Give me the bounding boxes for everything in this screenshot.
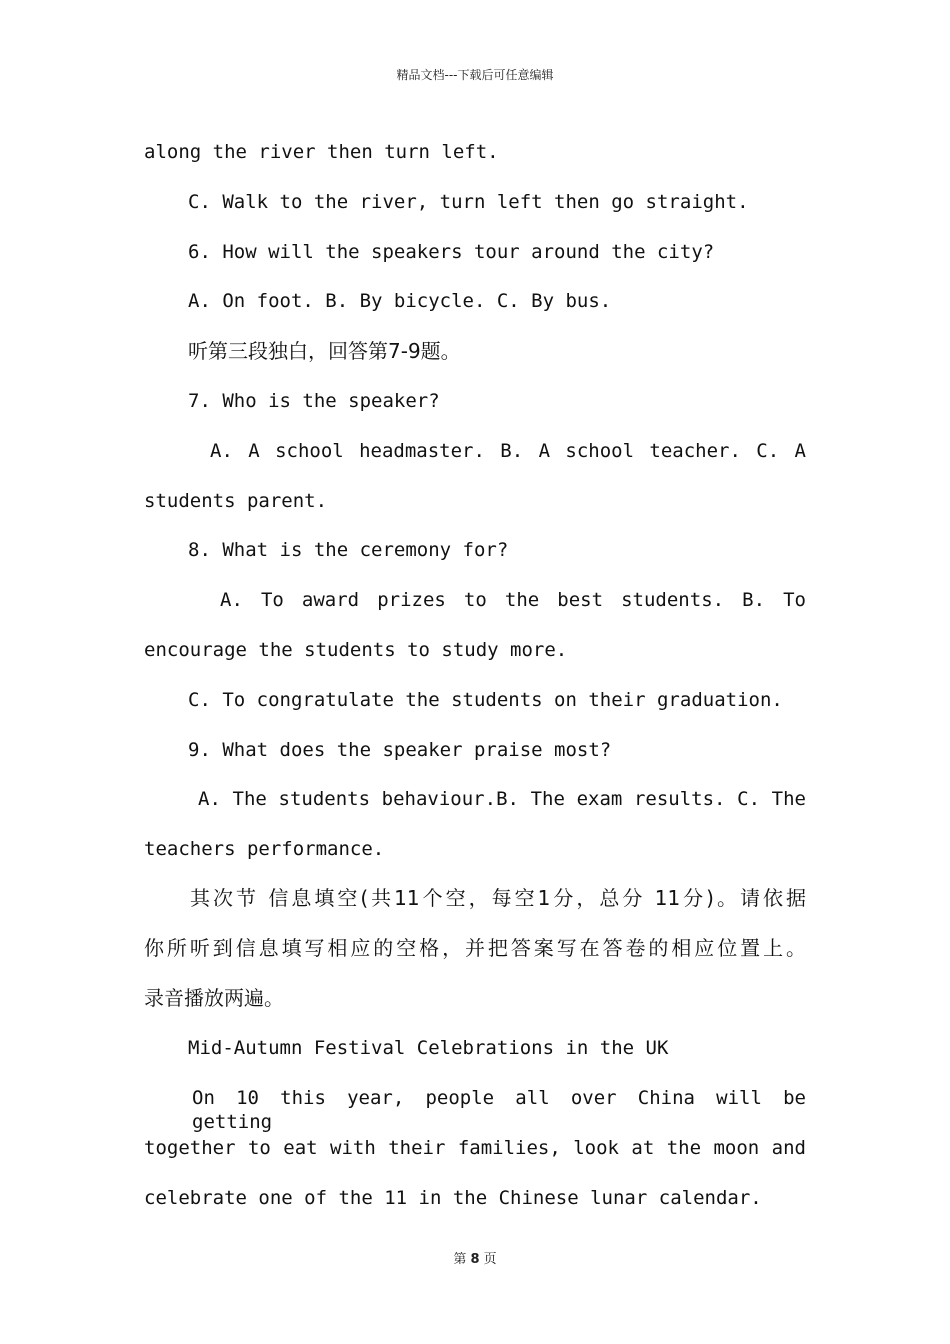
text-line: encourage the students to study more. — [144, 639, 568, 661]
text-line: A. A school headmaster. B. A school teacher. C. A — [210, 440, 806, 462]
text-line: 你所听到信息填写相应的空格，并把答案写在答卷的相应位置上。 — [144, 936, 806, 960]
text-line: A. The students behaviour.B. The exam results. C. The — [198, 788, 806, 810]
page-label-suffix: 页 — [483, 1252, 497, 1267]
text-line: 其次节 信息填空(共11个空，每空1分，总分 11分)。请依据 — [190, 886, 806, 910]
text-line: C. To congratulate the students on their graduation. — [188, 689, 783, 711]
text-line: On 10 this year, people all over China will be getting — [192, 1087, 806, 1133]
text-line: celebrate one of the 11 in the Chinese lunar calendar. — [144, 1187, 762, 1209]
page-label-prefix: 第 — [453, 1252, 467, 1267]
text-line: 听第三段独白，回答第7-9题。 — [188, 339, 461, 363]
text-line: along the river then turn left. — [144, 141, 499, 163]
text-line: A. To award prizes to the best students. B. To — [220, 589, 806, 611]
text-line: together to eat with their families, look at the moon and — [144, 1137, 806, 1159]
text-line: 录音播放两遍。 — [144, 986, 284, 1010]
text-line: teachers performance. — [144, 838, 385, 860]
text-line: 8. What is the ceremony for? — [188, 539, 509, 561]
text-line: C. Walk to the river, turn left then go straight. — [188, 191, 749, 213]
text-line: 7. Who is the speaker? — [188, 390, 440, 412]
page-number: 8 — [470, 1252, 480, 1267]
text-line: Mid-Autumn Festival Celebrations in the UK — [188, 1037, 669, 1059]
page-footer — [0, 1248, 950, 1267]
text-line: 6. How will the speakers tour around the city? — [188, 241, 715, 263]
text-line: students parent. — [144, 490, 328, 512]
text-line: A. On foot. B. By bicycle. C. By bus. — [188, 290, 612, 312]
text-line: 9. What does the speaker praise most? — [188, 739, 612, 761]
page-header: 精品文档---下载后可任意编辑 — [396, 68, 554, 82]
